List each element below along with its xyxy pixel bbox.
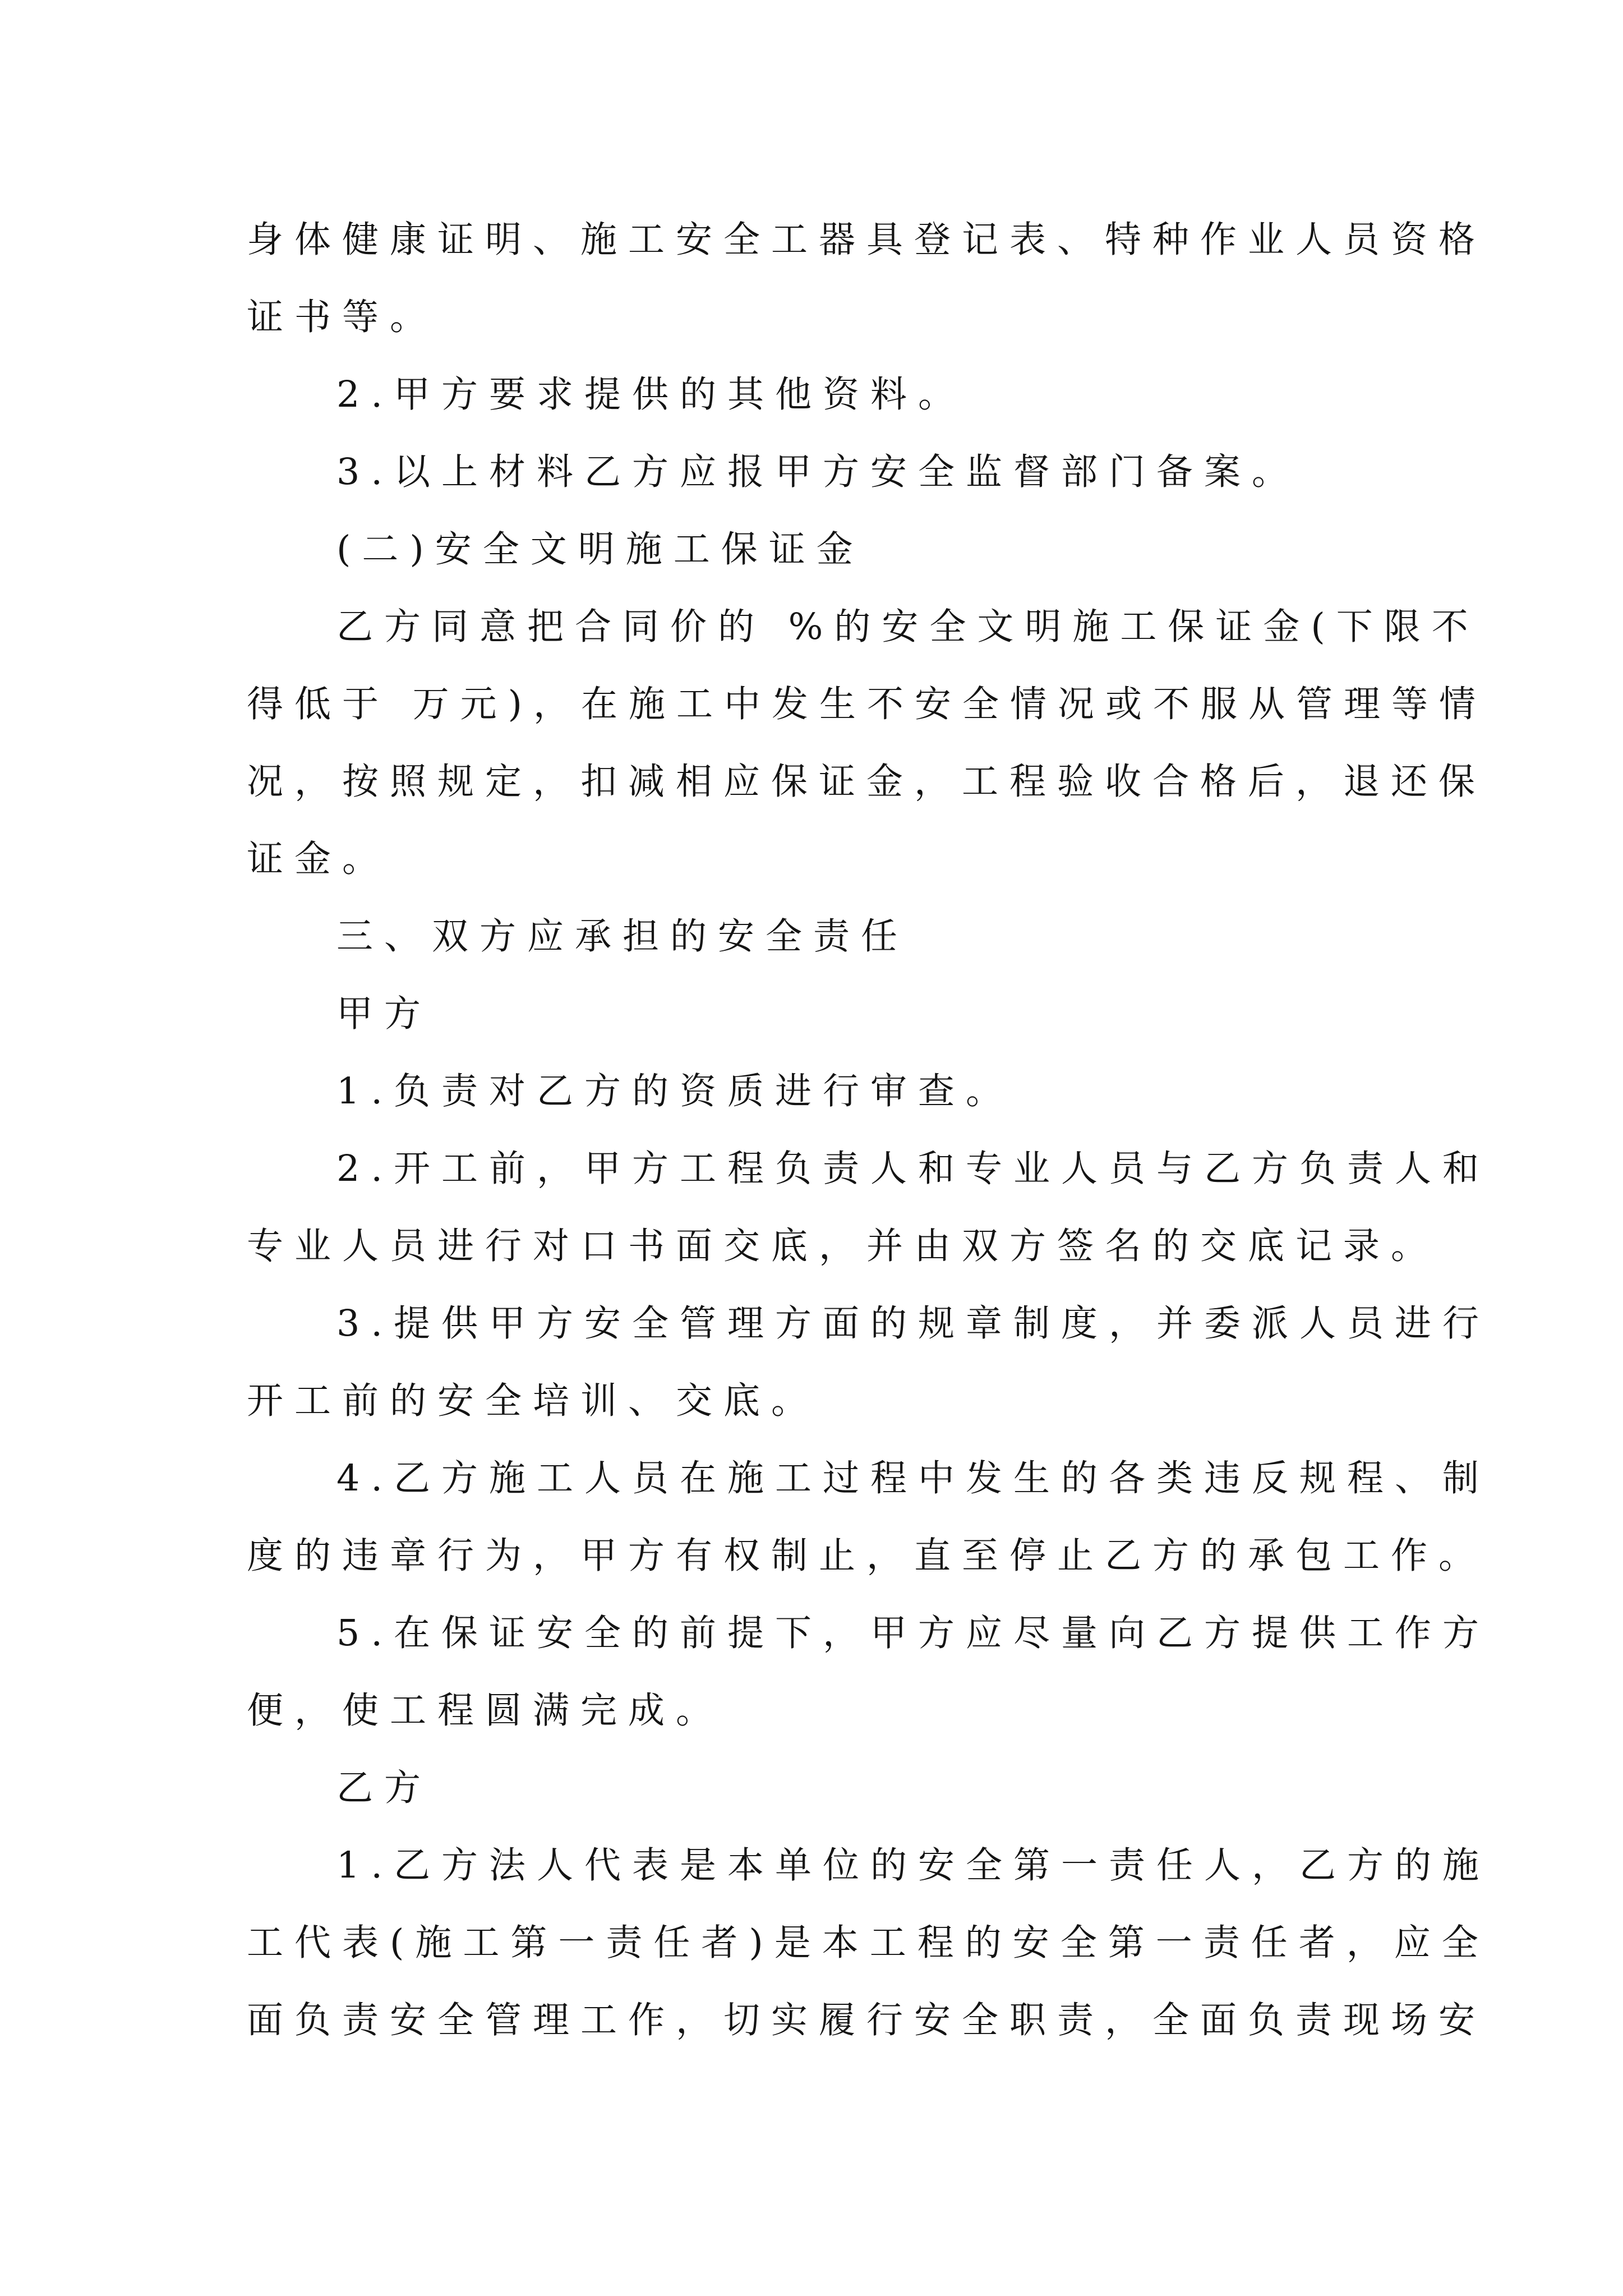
paragraph-line-1: 身体健康证明、施工安全工器具登记表、特种作业人员资格 <box>247 219 1487 261</box>
party-a-item-5: 5.在保证安全的前提下，甲方应尽量向乙方提供工作方 <box>336 1612 1491 1654</box>
party-a-item-5-cont: 便，使工程圆满完成。 <box>247 1690 724 1732</box>
subheading-party-a: 甲方 <box>336 993 432 1035</box>
paragraph-line-7: 得低于 万元)，在施工中发生不安全情况或不服从管理等情 <box>247 683 1487 725</box>
paragraph-line-8: 况，按照规定，扣减相应保证金，工程验收合格后，退还保 <box>247 761 1487 803</box>
paragraph-line-6: 乙方同意把合同价的 %的安全文明施工保证金(下限不 <box>336 606 1479 648</box>
party-a-item-3: 3.提供甲方安全管理方面的规章制度，并委派人员进行 <box>336 1303 1491 1345</box>
party-b-item-1-cont-2: 面负责安全管理工作，切实履行安全职责，全面负责现场安 <box>247 1999 1487 2041</box>
party-a-item-2: 2.开工前，甲方工程负责人和专业人员与乙方负责人和 <box>336 1148 1491 1190</box>
party-b-item-1-cont: 工代表(施工第一责任者)是本工程的安全第一责任者，应全 <box>247 1922 1490 1964</box>
party-a-item-3-cont: 开工前的安全培训、交底。 <box>247 1380 819 1422</box>
party-b-item-1: 1.乙方法人代表是本单位的安全第一责任人，乙方的施 <box>336 1844 1491 1887</box>
party-a-item-4: 4.乙方施工人员在施工过程中发生的各类违反规程、制 <box>336 1457 1491 1499</box>
party-a-item-2-cont: 专业人员进行对口书面交底，并由双方签名的交底记录。 <box>247 1225 1439 1267</box>
paragraph-line-9: 证金。 <box>247 838 390 880</box>
paragraph-line-2: 证书等。 <box>247 296 438 338</box>
section-heading-deposit: (二)安全文明施工保证金 <box>336 528 864 570</box>
section-heading-responsibility: 三、双方应承担的安全责任 <box>336 915 909 958</box>
party-a-item-4-cont: 度的违章行为，甲方有权制止，直至停止乙方的承包工作。 <box>247 1535 1487 1577</box>
party-a-item-1: 1.负责对乙方的资质进行审查。 <box>336 1070 1014 1112</box>
list-item-2: 2.甲方要求提供的其他资料。 <box>336 374 966 416</box>
list-item-3: 3.以上材料乙方应报甲方安全监督部门备案。 <box>336 451 1300 493</box>
subheading-party-b: 乙方 <box>336 1767 432 1809</box>
